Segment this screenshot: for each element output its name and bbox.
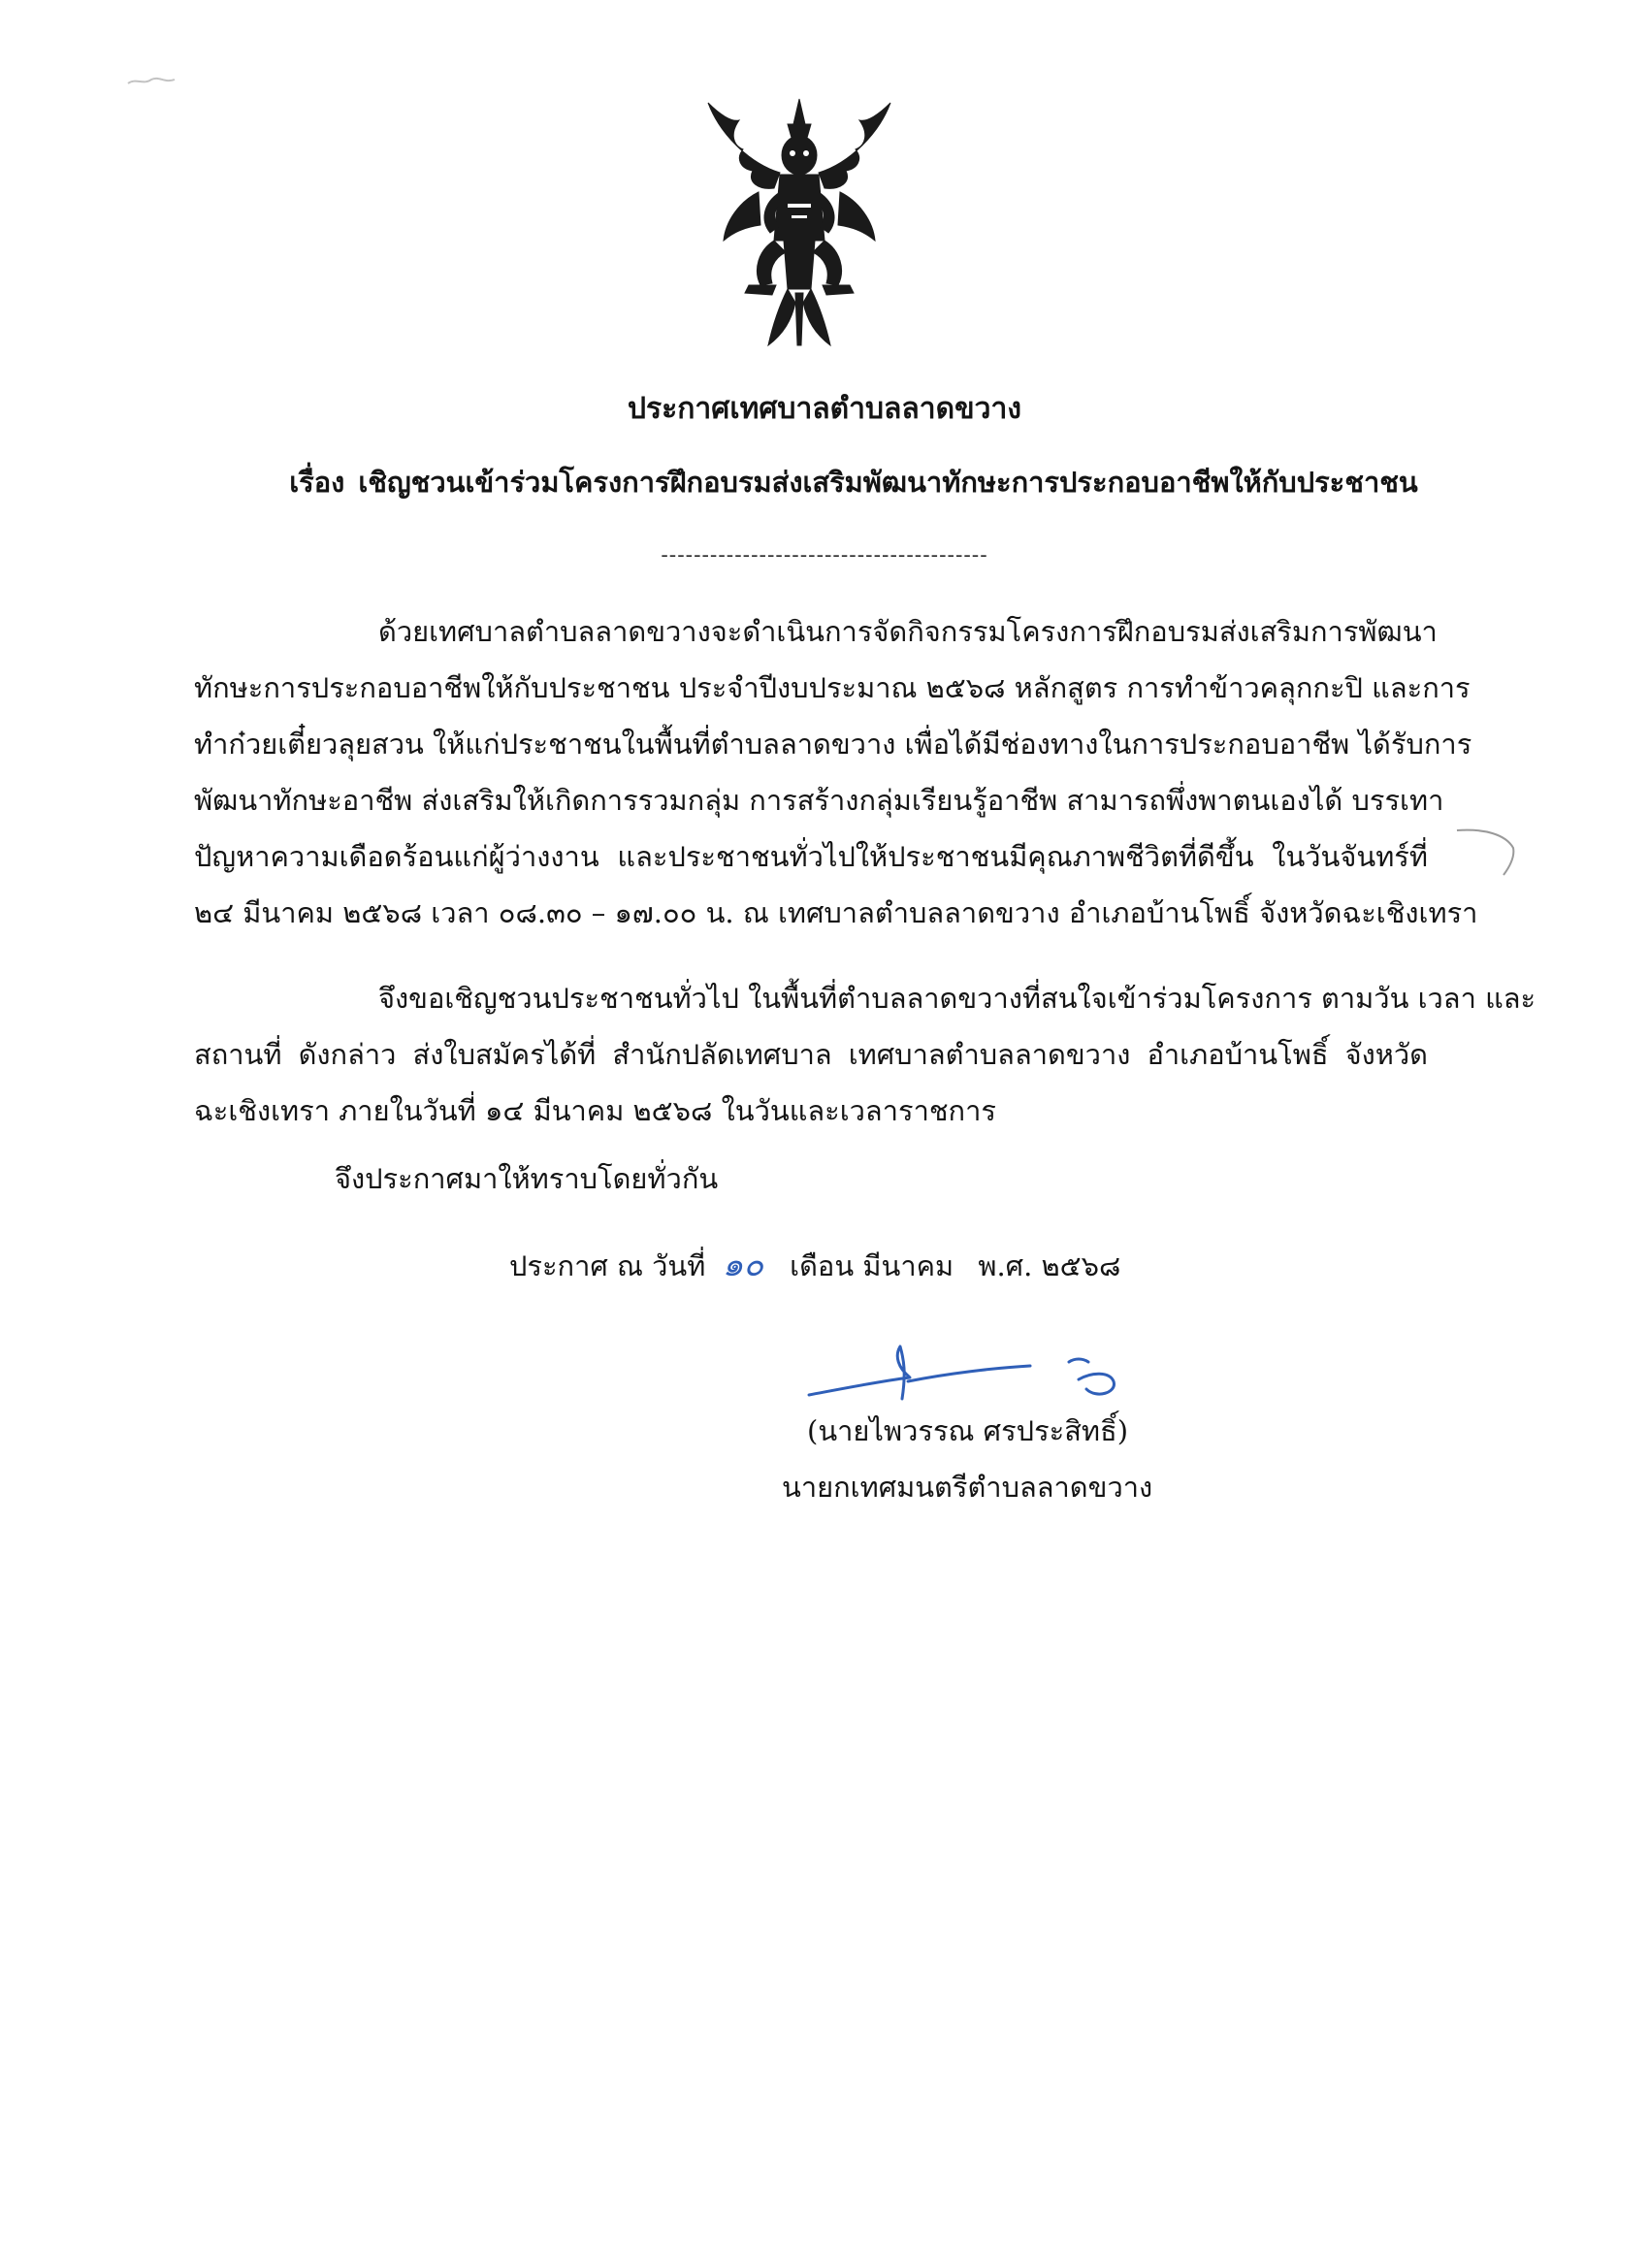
signer-name: (นายไพวรรณ ศรประสิทธิ์) bbox=[807, 1414, 1129, 1447]
paragraph-1 bbox=[194, 603, 1478, 941]
date-month: เดือน มีนาคม bbox=[790, 1249, 954, 1282]
subject-label: เรื่อง bbox=[289, 466, 345, 499]
document-subject bbox=[223, 460, 1484, 504]
announcement-date bbox=[509, 1238, 1120, 1290]
separator-line: ---------------------------------------- bbox=[661, 543, 988, 567]
scan-mark bbox=[126, 72, 184, 91]
paragraph-2 bbox=[194, 970, 1536, 1139]
paragraph-2-line: สถานที่ ดังกล่าว ส่งใบสมัครได้ที่ สำนักปลัดเทศบาล เทศบาลตำบลลาดขวาง อำเภอบ้านโพธิ์ จังหวัด bbox=[194, 1038, 1428, 1071]
closing-statement: จึงประกาศมาให้ทราบโดยทั่วกัน bbox=[335, 1162, 719, 1195]
subject-text: เชิญชวนเข้าร่วมโครงการฝึกอบรมส่งเสริมพัฒนาทักษะการประกอบอาชีพให้กับประชาชน bbox=[358, 466, 1418, 499]
date-year: พ.ศ. ๒๕๖๘ bbox=[978, 1249, 1121, 1282]
paragraph-1-line: ปัญหาความเดือดร้อนแก่ผู้ว่างงาน และประชาชนทั่วไปให้ประชาชนมีคุณภาพชีวิตที่ดีขึ้น ในวันจันทร์ที่ bbox=[194, 840, 1428, 873]
paragraph-1-line: ทักษะการประกอบอาชีพให้กับประชาชน ประจำปีงบประมาณ ๒๕๖๘ หลักสูตร การทำข้าวคลุกกะปิ และการ bbox=[194, 671, 1471, 704]
paragraph-1-line: ทำก๋วยเตี๋ยวลุยสวน ให้แก่ประชาชนในพื้นที่ตำบลลาดขวาง เพื่อได้มีช่องทางในการประกอบอาชีพ ได้รับการ bbox=[194, 728, 1472, 761]
paragraph-1-line: พัฒนาทักษะอาชีพ ส่งเสริมให้เกิดการรวมกลุ่ม การสร้างกลุ่มเรียนรู้อาชีพ สามารถพึ่งพาตนเองได้ บรรเทา bbox=[194, 784, 1444, 817]
handwritten-day: ๑๐ bbox=[722, 1246, 763, 1284]
document-title: ประกาศเทศบาลตำบลลาดขวาง bbox=[628, 392, 1021, 426]
handwritten-signature bbox=[801, 1339, 1150, 1416]
paragraph-2-line: ฉะเชิงเทรา ภายในวันที่ ๑๔ มีนาคม ๒๕๖๘ ในวันและเวลาราชการ bbox=[194, 1094, 996, 1127]
scan-mark bbox=[1455, 825, 1523, 883]
date-prefix: ประกาศ ณ วันที่ bbox=[509, 1249, 706, 1282]
signer-position: นายกเทศมนตรีตำบลลาดขวาง bbox=[782, 1471, 1153, 1504]
paragraph-2-line: จึงขอเชิญชวนประชาชนทั่วไป ในพื้นที่ตำบลลาดขวางที่สนใจเข้าร่วมโครงการ ตามวัน เวลา และ bbox=[378, 982, 1536, 1015]
garuda-emblem-icon bbox=[691, 95, 908, 349]
paragraph-1-line: ๒๔ มีนาคม ๒๕๖๘ เวลา ๐๘.๓๐ – ๑๗.๐๐ น. ณ เทศบาลตำบลลาดขวาง อำเภอบ้านโพธิ์ จังหวัดฉะเชิงเทรา bbox=[194, 896, 1478, 929]
paragraph-1-line: ด้วยเทศบาลตำบลลาดขวางจะดำเนินการจัดกิจกรรมโครงการฝึกอบรมส่งเสริมการพัฒนา bbox=[378, 615, 1438, 648]
